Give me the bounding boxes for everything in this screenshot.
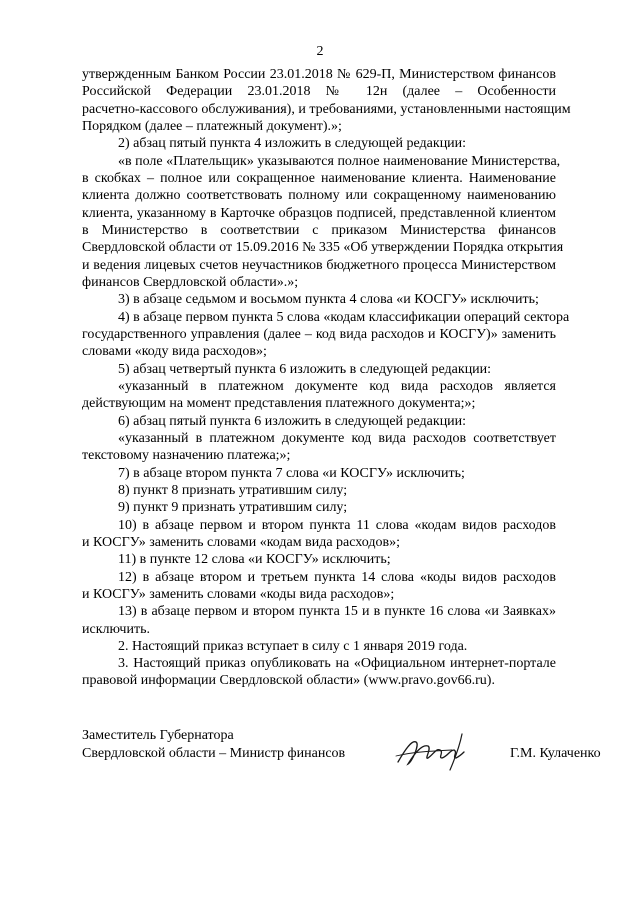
text-line: 4) в абзаце первом пункта 5 слова «кодам классификации операций сектора bbox=[118, 309, 570, 325]
text-line: 9) пункт 9 признать утратившим силу; bbox=[118, 500, 348, 516]
signatory-name: Г.М. Кулаченко bbox=[510, 746, 601, 761]
text-line: «указанный в платежном документе код вида расходов является bbox=[118, 378, 556, 394]
text-line: Российской Федерации 23.01.2018 № 12н (далее – Особенности bbox=[82, 84, 556, 100]
text-line: 6) абзац пятый пункта 6 изложить в следующей редакции: bbox=[118, 413, 467, 429]
text-line: 13) в абзаце первом и втором пункта 15 и в пункте 16 слова «и Заявках» bbox=[118, 604, 556, 620]
text-line: и КОСГУ» заменить словами «кодам вида расходов»; bbox=[82, 534, 400, 550]
text-line: исключить. bbox=[82, 621, 150, 637]
text-line: расчетно-кассового обслуживания), и требованиями, установленными настоящим bbox=[82, 101, 571, 117]
text-line: 7) в абзаце втором пункта 7 слова «и КОСГУ» исключить; bbox=[118, 465, 465, 481]
text-line: 10) в абзаце первом и втором пункта 11 слова «кодам видов расходов bbox=[118, 517, 556, 533]
text-line: 5) абзац четвертый пункта 6 изложить в следующей редакции: bbox=[118, 361, 492, 377]
text-line: Свердловской области от 15.09.2016 № 335 «Об утверждении Порядка открытия bbox=[82, 240, 564, 256]
text-line: 3) в абзаце седьмом и восьмом пункта 4 слова «и КОСГУ» исключить; bbox=[118, 292, 539, 308]
text-line: 12) в абзаце втором и третьем пункта 14 слова «коды видов расходов bbox=[118, 569, 556, 585]
text-line: утвержденным Банком России 23.01.2018 № 629-П, Министерством финансов bbox=[82, 67, 556, 82]
text-line: и ведения лицевых счетов неучастников бюджетного процесса Министерством bbox=[82, 257, 556, 273]
text-line: Порядком (далее – платежный документ).»; bbox=[82, 118, 342, 134]
page-number: 2 bbox=[316, 44, 324, 59]
text-line: финансов Свердловской области».»; bbox=[82, 274, 299, 290]
document-body bbox=[82, 66, 571, 690]
text-line: 2) абзац пятый пункта 4 изложить в следующей редакции: bbox=[118, 136, 467, 152]
text-line: в Министерство в соответствии с приказом Министерства финансов bbox=[82, 222, 556, 238]
signatory-position-line-2: Свердловской области – Министр финансов bbox=[82, 746, 346, 761]
text-line: словами «коду вида расходов»; bbox=[82, 344, 267, 360]
text-line: клиента должно соответствовать полному или сокращенному наименованию bbox=[82, 188, 556, 204]
text-line: и КОСГУ» заменить словами «коды вида расходов»; bbox=[82, 586, 395, 602]
text-line: «в поле «Плательщик» указываются полное наименование Министерства, bbox=[118, 153, 561, 169]
text-line: 3. Настоящий приказ опубликовать на «Официальном интернет-портале bbox=[118, 656, 556, 672]
text-line: действующим на момент представления платежного документа;»; bbox=[82, 396, 476, 412]
text-line: 8) пункт 8 признать утратившим силу; bbox=[118, 482, 348, 498]
text-line: в скобках – полное или сокращенное наименование клиента. Наименование bbox=[82, 170, 556, 186]
text-line: 2. Настоящий приказ вступает в силу с 1 января 2019 года. bbox=[118, 638, 468, 654]
text-line: правовой информации Свердловской области» (www.pravo.gov66.ru). bbox=[82, 673, 495, 689]
text-line: клиента, указанному в Карточке образцов подписей, представленной клиентом bbox=[82, 205, 556, 221]
text-line: 11) в пункте 12 слова «и КОСГУ» исключить; bbox=[118, 552, 391, 568]
signatory-position-line-1: Заместитель Губернатора bbox=[82, 728, 234, 743]
text-line: «указанный в платежном документе код вида расходов соответствует bbox=[118, 430, 556, 446]
text-line: государственного управления (далее – код вида расходов и КОСГУ)» заменить bbox=[82, 326, 556, 342]
handwritten-signature bbox=[392, 728, 482, 774]
text-line: текстовому назначению платежа;»; bbox=[82, 448, 291, 464]
